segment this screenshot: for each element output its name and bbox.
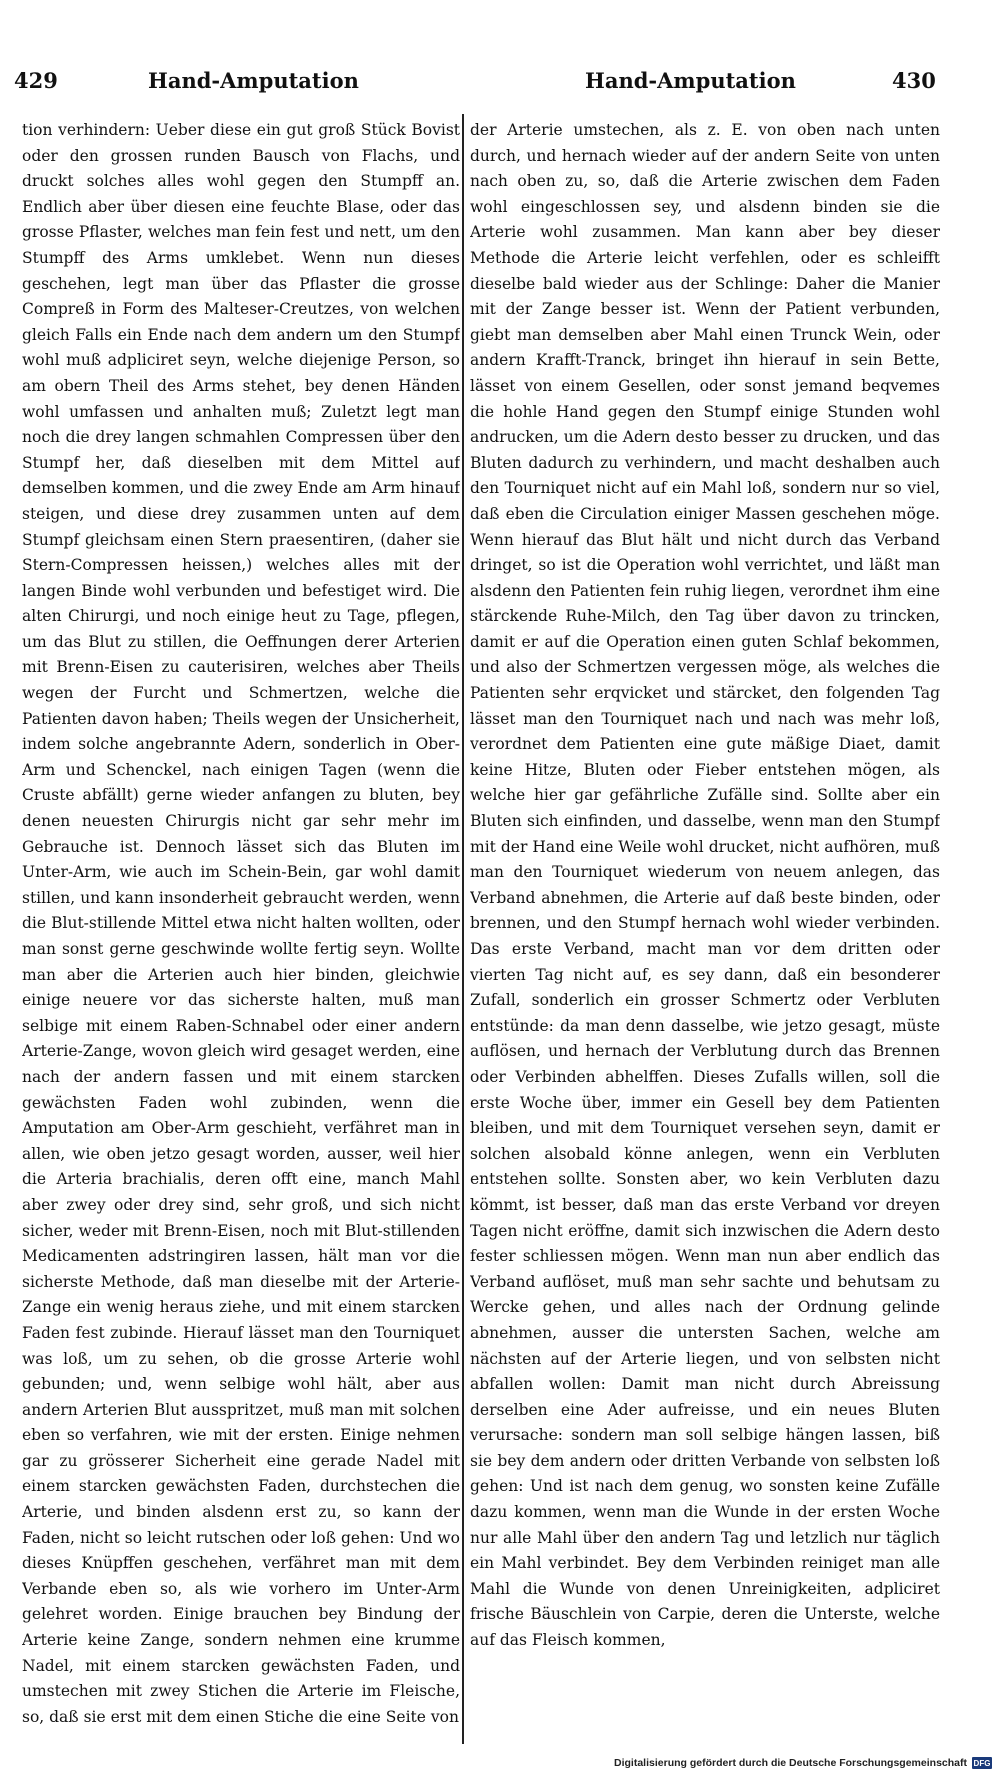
left-page-number: 429 — [14, 68, 58, 93]
right-page-number: 430 — [892, 68, 936, 93]
digitization-footer — [614, 1757, 992, 1769]
right-text-column: der Arterie umstechen, als z. E. von oben nach unten durch, und hernach wieder auf der andern Seite von unten nach oben zu, so, daß die Arterie zwischen dem Faden wohl eingeschlossen sey, und alsdenn binden sie die Arterie wohl zusammen. Man kann aber bey dieser Methode die Arterie leicht verfehlen, oder es schleifft dieselbe bald wieder aus der Schlinge: Daher die Manier mit der Zange besser ist. Wenn der Patient verbunden, giebt man demselben aber Mahl einen Trunck Wein, oder andern Krafft-Tranck, bringet ihn hierauf in sein Bette, lässet von einem Gesellen, oder sonst jemand beqvemes die hohle Hand gegen den Stumpf einige Stunden wohl andrucken, um die Adern desto besser zu drucken, und das Bluten dadurch zu verhindern, und macht deshalben auch den Tourniquet nicht auf ein Mahl loß, sondern nur so viel, daß eben die Circulation einiger Massen geschehen möge. Wenn hierauf das Blut hält und nicht durch das Verband dringet, so ist die Operation wohl verrichtet, und läßt man alsdenn den Patienten fein ruhig liegen, verordnet ihm eine stärckende Ruhe-Milch, den Tag über davon zu trincken, damit er auf die Operation einen guten Schlaf bekommen, und also der Schmertzen vergessen möge, als welches die Patienten sehr erqvicket und stärcket, den folgenden Tag lässet man den Tourniquet nach und nach was mehr loß, verordnet dem Patienten eine gute mäßige Diaet, damit keine Hitze, Bluten oder Fieber entstehen mögen, als welche hier gar gefährliche Zufälle sind. Sollte aber ein Bluten sich einfinden, und dasselbe, wenn man den Stumpf mit der Hand eine Weile wohl drucket, nicht aufhören, muß man den Tourniquet wiederum von neuem anlegen, das Verband abnehmen, die Arterie auf daß beste binden, oder brennen, und den Stumpf hernach wohl wieder verbinden. Das erste Verband, macht man vor dem dritten oder vierten Tag nicht auf, es sey dann, daß ein besonderer Zufall, sonderlich ein grosser Schmertz oder Verbluten entstünde: da man denn dasselbe, wie jetzo gesagt, müste auflösen, und hernach der Verblutung durch das Brennen oder Verbinden abhelffen. Dieses Zufalls willen, soll die erste Woche über, immer ein Gesell bey dem Patienten bleiben, und mit dem Tourniquet versehen seyn, damit er solchen alsobald könne anlegen, wenn ein Verbluten entstehen sollte. Sonsten aber, wo kein Verbluten dazu kömmt, ist besser, daß man das erste Verband vor dreyen Tagen nicht eröffne, damit sich inzwischen die Adern desto fester schliessen mögen. Wenn man nun aber endlich das Verband auflöset, muß man sehr sachte und behutsam zu Wercke gehen, und alles nach der Ordnung gelinde abnehmen, ausser die untersten Sachen, welche am nächsten auf der Arterie liegen, und von selbsten nicht abfallen wollen: Damit man nicht durch Abreissung derselben eine Ader aufreisse, und ein neues Bluten verursache: sondern man soll selbige hängen lassen, biß sie bey dem andern oder dritten Verbande von selbsten loß gehen: Und ist nach dem genug, wo sonsten keine Zufälle dazu kommen, wenn man die Wunde in der ersten Woche nur alle Mahl über den andern Tag und letzlich nur täglich ein Mahl verbindet. Bey dem Verbinden reiniget man alle Mahl die Wunde von denen Unreinigkeiten, adpliciret frische Bäuschlein von Carpie, deren die Unterste, welche auf das Fleisch kommen, — [470, 121, 940, 1650]
dfg-logo-icon: DFG — [973, 1758, 991, 1768]
right-running-title: Hand-Amputation — [585, 68, 796, 93]
left-running-title: Hand-Amputation — [148, 68, 359, 93]
footer-text: Digitalisierung gefördert durch die Deutsche Forschungsgemeinschaft — [614, 1757, 967, 1769]
column-divider — [462, 114, 464, 1744]
left-text-column: tion verhindern: Ueber diese ein gut groß Stück Bovist oder den grossen runden Bausch von Flachs, und druckt solches alles wohl gegen den Stumpff an. Endlich aber über diesen eine feuchte Blase, oder das grosse Pflaster, welches man fein fest und nett, um den Stumpff des Arms umklebet. Wenn nun dieses geschehen, legt man über das Pflaster die grosse Compreß in Form des Malteser-Creutzes, von welchen gleich Falls ein Ende nach dem andern um den Stumpf wohl muß adpliciret seyn, welche diejenige Person, so am obern Theil des Arms stehet, bey denen Händen wohl umfassen und anhalten muß; Zuletzt legt man noch die drey langen schmahlen Compressen über den Stumpf her, daß dieselben mit dem Mittel auf demselben kommen, und die zwey Ende am Arm hinauf steigen, und diese drey zusammen unten auf dem Stumpf gleichsam einen Stern praesentiren, (daher sie Stern-Compressen heissen,) welches alles mit der langen Binde wohl verbunden und befestiget wird. Die alten Chirurgi, und noch einige heut zu Tage, pflegen, um das Blut zu stillen, die Oeffnungen derer Arterien mit Brenn-Eisen zu cauterisiren, welches aber Theils wegen der Furcht und Schmertzen, welche die Patienten davon haben; Theils wegen der Unsicherheit, indem solche angebrannte Adern, sonderlich in Ober-Arm und Schenckel, nach einigen Tagen (wenn die Cruste abfällt) gerne wieder anfangen zu bluten, bey denen neuesten Chirurgis nicht gar sehr mehr im Gebrauche ist. Dennoch lässet sich das Bluten im Unter-Arm, wie auch im Schein-Bein, gar wohl damit stillen, und kann insonderheit gebraucht werden, wenn die Blut-stillende Mittel etwa nicht halten wollten, oder man sonst gerne geschwinde wollte fertig seyn. Wollte man aber die Arterien auch hier binden, gleichwie einige neuere vor das sicherste halten, muß man selbige mit einem Raben-Schnabel oder einer andern Arterie-Zange, wovon gleich wird gesaget werden, eine nach der andern fassen und mit einem starcken gewächsten Faden wohl zubinden, wenn die Amputation am Ober-Arm geschieht, verfähret man in allen, wie oben jetzo gesagt worden, ausser, weil hier die Arteria brachialis, deren offt eine, manch Mahl aber zwey oder drey sind, sehr groß, und sich nicht sicher, weder mit Brenn-Eisen, noch mit Blut-stillenden Medicamenten adstringiren lassen, hält man vor die sicherste Methode, daß man dieselbe mit der Arterie-Zange ein wenig heraus ziehe, und mit einem starcken Faden fest zubinde. Hierauf lässet man den Tourniquet was loß, um zu sehen, ob die grosse Arterie wohl gebunden; und, wenn selbige wohl hält, aber aus andern Arterien Blut ausspritzet, muß man mit solchen eben so verfahren, wie mit der ersten. Einige nehmen gar zu grösserer Sicherheit eine gerade Nadel mit einem starcken gewächsten Faden, durchstechen die Arterie, und binden alsdenn erst zu, so kann der Faden, nicht so leicht rutschen oder loß gehen: Und wo dieses Knüpffen geschehen, verfähret man mit dem Verbande eben so, als wie vorhero im Unter-Arm gelehret worden. Einige brauchen bey Bindung der Arterie keine Zange, sondern nehmen eine krumme Nadel, mit einem starcken gewächsten Faden, und umstechen mit zwey Stichen die Arterie im Fleische, so, daß sie erst mit dem einen Stiche die eine Seite von — [22, 121, 460, 1726]
